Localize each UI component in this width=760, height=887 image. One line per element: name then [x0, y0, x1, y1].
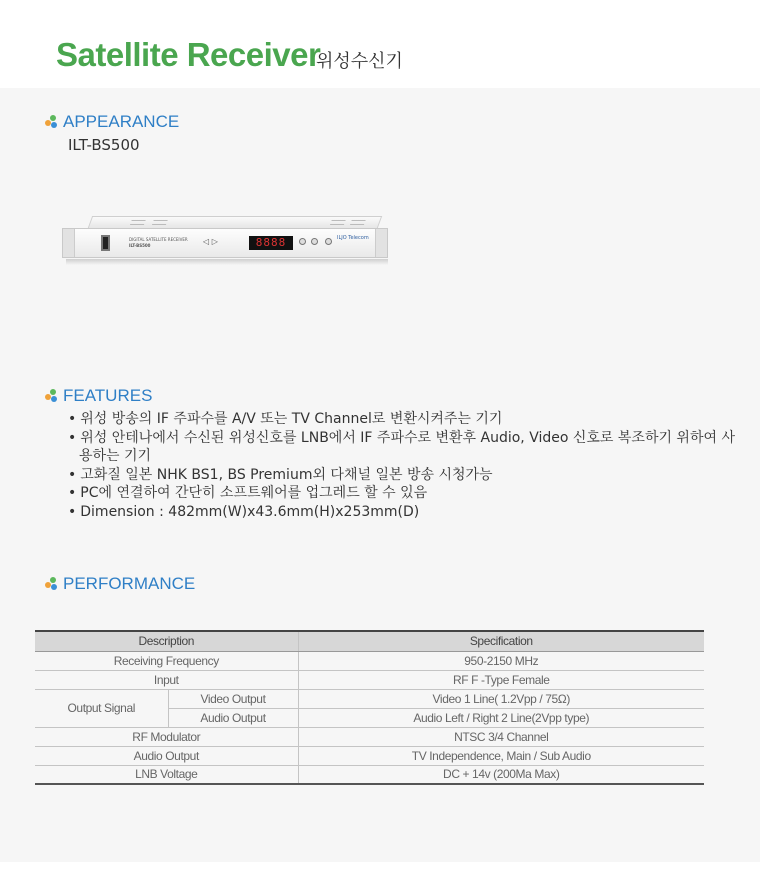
performance-heading [45, 574, 195, 594]
row-value: TV Independence, Main / Sub Audio [298, 746, 704, 765]
table-row [35, 670, 704, 689]
model-name: ILT-BS500 [68, 136, 140, 154]
power-button-icon [101, 235, 110, 251]
row-value: 950-2150 MHz [298, 651, 704, 670]
page-title: Satellite Receiver [56, 36, 321, 73]
arrow-buttons-icon: ◁ ▷ [203, 237, 218, 246]
rack-ear [63, 229, 75, 257]
row-value: DC + 14v (200Ma Max) [298, 765, 704, 784]
dots-bullet-icon [45, 115, 59, 129]
performance-heading-label: PERFORMANCE [63, 574, 196, 593]
feature-item: • 고화질 일본 NHK BS1, BS Premium외 다채널 일본 방송 시청가능 [68, 466, 748, 485]
device-image [62, 216, 390, 270]
row-label: Audio Output [35, 746, 298, 765]
row-sublabel: Audio Output [168, 708, 298, 727]
vent-icon [130, 220, 146, 225]
row-sublabel: Video Output [168, 689, 298, 708]
row-value: RF F -Type Female [298, 670, 704, 689]
feature-item: • PC에 연결하여 간단히 소프트웨어를 업그레드 할 수 있음 [68, 484, 748, 503]
device-label-line2: ILT-BS500 [129, 243, 151, 248]
vent-icon [350, 220, 366, 225]
device-shadow [66, 259, 388, 265]
dots-bullet-icon [45, 577, 59, 591]
vent-icon [330, 220, 346, 225]
spec-table [35, 630, 704, 785]
column-header-description: Description [35, 631, 298, 651]
feature-item: • 위성 방송의 IF 주파수를 A/V 또는 TV Channel로 변환시켜주는 기기 [68, 410, 748, 429]
features-heading-label: FEATURES [63, 386, 153, 405]
features-list [68, 410, 748, 521]
table-row [35, 746, 704, 765]
content-area [0, 88, 760, 862]
row-group-label: Output Signal [35, 689, 168, 727]
knob-icon [325, 238, 332, 245]
device-front-panel [62, 228, 388, 258]
features-heading [45, 386, 152, 406]
page-subtitle: 위성수신기 [316, 51, 403, 72]
row-value: Audio Left / Right 2 Line(2Vpp type) [298, 708, 704, 727]
feature-item: • Dimension : 482mm(W)x43.6mm(H)x253mm(D) [68, 503, 748, 522]
dots-bullet-icon [45, 389, 59, 403]
table-row [35, 727, 704, 746]
vent-icon [152, 220, 168, 225]
appearance-heading-label: APPEARANCE [63, 112, 180, 131]
table-row [35, 765, 704, 784]
row-value: NTSC 3/4 Channel [298, 727, 704, 746]
table-header-row [35, 631, 704, 651]
knob-icon [311, 238, 318, 245]
table-row [35, 651, 704, 670]
row-label: LNB Voltage [35, 765, 298, 784]
device-brand: ILJO Telecom [337, 235, 369, 241]
device-top-panel [88, 216, 382, 228]
table-row [35, 689, 704, 708]
row-label: Input [35, 670, 298, 689]
knob-icon [299, 238, 306, 245]
feature-item: • 위성 안테나에서 수신된 위성신호를 LNB에서 IF 주파수로 변환후 Audio, Video 신호로 복조하기 위하여 사용하는 기기 [68, 429, 748, 466]
row-label: RF Modulator [35, 727, 298, 746]
row-value: Video 1 Line( 1.2Vpp / 75Ω) [298, 689, 704, 708]
column-header-specification: Specification [298, 631, 704, 651]
device-label-line1: DIGITAL SATELLITE RECEIVER [129, 237, 188, 242]
led-display: 8888 [249, 236, 293, 250]
page-header [0, 0, 760, 88]
rack-ear [375, 229, 387, 257]
appearance-heading [45, 112, 179, 132]
row-label: Receiving Frequency [35, 651, 298, 670]
